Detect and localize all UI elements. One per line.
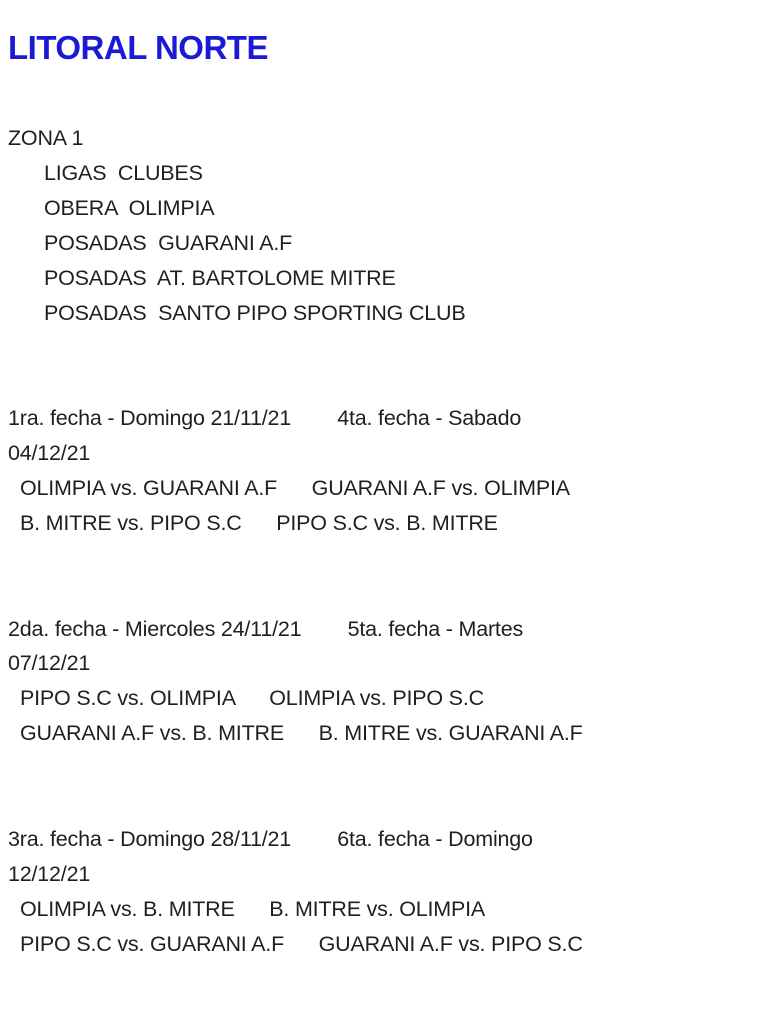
- zone-label: ZONA 1: [8, 126, 84, 150]
- fixture-heading: 1ra. fecha - Domingo 21/11/21 4ta. fecha - Sabado: [8, 406, 522, 430]
- page-title: LITORAL NORTE: [8, 29, 268, 66]
- match-line: PIPO S.C vs. GUARANI A.F GUARANI A.F vs. PIPO S.C: [20, 932, 583, 956]
- zone-row: POSADAS GUARANI A.F: [44, 231, 293, 255]
- match-line: GUARANI A.F vs. B. MITRE B. MITRE vs. GUARANI A.F: [20, 721, 583, 745]
- zone-row: POSADAS SANTO PIPO SPORTING CLUB: [44, 301, 466, 325]
- match-line: OLIMPIA vs. GUARANI A.F GUARANI A.F vs. OLIMPIA: [20, 476, 570, 500]
- match-line: B. MITRE vs. PIPO S.C PIPO S.C vs. B. MITRE: [20, 511, 498, 535]
- fixture-heading-cont: 12/12/21: [8, 862, 91, 886]
- zone-row: OBERA OLIMPIA: [44, 196, 215, 220]
- match-line: PIPO S.C vs. OLIMPIA OLIMPIA vs. PIPO S.C: [20, 686, 484, 710]
- fixture-heading-cont: 04/12/21: [8, 441, 91, 465]
- fixture-heading: 3ra. fecha - Domingo 28/11/21 6ta. fecha - Domingo: [8, 827, 533, 851]
- fixture-heading: 2da. fecha - Miercoles 24/11/21 5ta. fecha - Martes: [8, 617, 524, 641]
- zone-row: POSADAS AT. BARTOLOME MITRE: [44, 266, 396, 290]
- match-line: OLIMPIA vs. B. MITRE B. MITRE vs. OLIMPIA: [20, 897, 486, 921]
- fixture-heading-cont: 07/12/21: [8, 651, 91, 675]
- zone-table-header: LIGAS CLUBES: [44, 161, 203, 185]
